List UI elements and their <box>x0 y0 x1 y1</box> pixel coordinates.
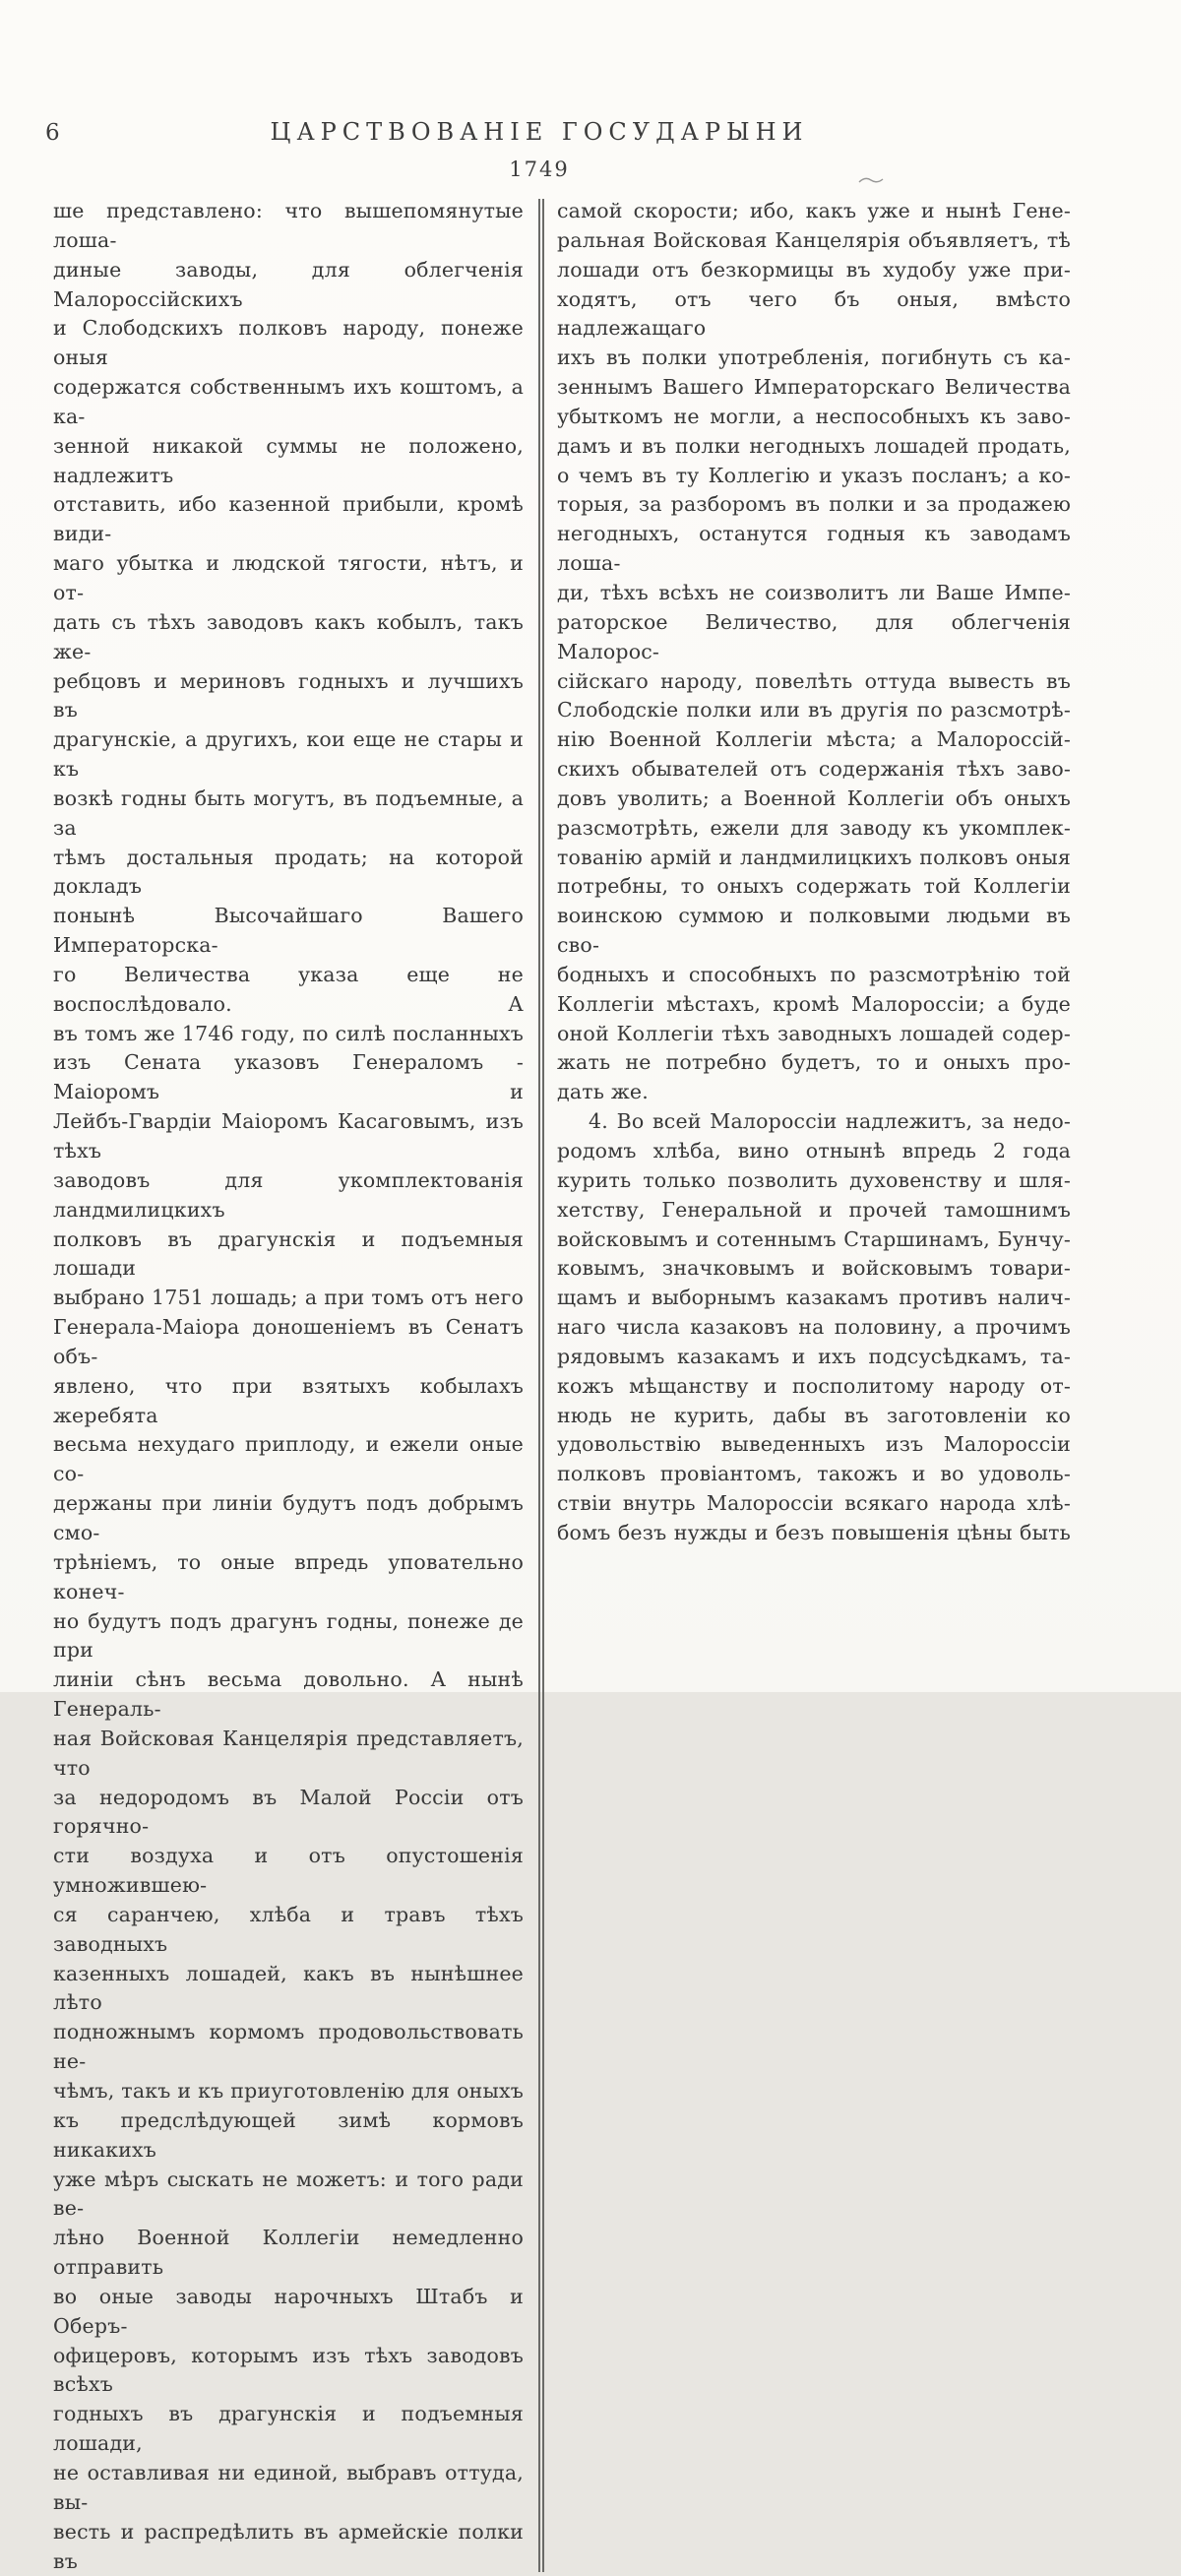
text-line: Слободскіе полки или въ другія по разсмотрѣ- <box>557 698 1071 723</box>
text-line: но будутъ подъ драгунъ годны, понеже де при <box>53 1608 524 1663</box>
text-line: явлено, что при взятыхъ кобылахъ жеребята <box>53 1373 524 1427</box>
text-line: разсмотрѣть, ежели для заводу къ укомплек- <box>557 815 1071 840</box>
text-line: линіи сѣнъ весьма довольно. А нынѣ Генераль- <box>53 1667 524 1722</box>
text-line: скихъ обывателей отъ содержанія тѣхъ заво- <box>557 757 1071 782</box>
text-line: ковымъ, значковымъ и войсковымъ товари- <box>557 1256 1071 1281</box>
text-line: о чемъ въ ту Коллегію и указъ посланъ; а ко- <box>557 463 1071 487</box>
text-line: ребцовъ и мериновъ годныхъ и лучшихъ въ <box>53 668 524 723</box>
text-line: Лейбъ-Гвардіи Маіоромъ Касаговымъ, изъ тѣхъ <box>53 1109 524 1162</box>
text-line: дать съ тѣхъ заводовъ какъ кобылъ, такъ же- <box>53 609 524 663</box>
text-line: дать же. <box>557 1080 649 1104</box>
text-line: жать не потребно будетъ, то и оныхъ про- <box>557 1050 1071 1075</box>
text-line: самой скорости; ибо, какъ уже и нынѣ Гене- <box>557 199 1071 222</box>
text-line: не оставливая ни единой, выбравъ оттуда, вы- <box>53 2460 524 2514</box>
year-heading: 1749 <box>509 157 570 181</box>
text-line: потребны, то оныхъ содержать той Коллегіи <box>557 874 1071 899</box>
text-line: полковъ въ драгунскія и подъемныя лошади <box>53 1226 524 1281</box>
text-line: понынѣ Высочайшаго Вашего Императорска- <box>53 904 524 958</box>
text-line: нію Военной Коллегіи мѣста; а Малороссій- <box>557 727 1071 752</box>
text-line: ная Войсковая Канцелярія представляетъ, что <box>53 1726 524 1780</box>
text-line: рядовымъ казакамъ и ихъ подсусѣдкамъ, та- <box>557 1344 1071 1368</box>
text-line: офицеровъ, которымъ изъ тѣхъ заводовъ всѣхъ <box>53 2343 524 2397</box>
text-line: заводовъ для укомплектованія ландмилицкихъ <box>53 1167 524 1222</box>
text-line: лошади отъ безкормицы въ худобу уже при- <box>557 257 1071 282</box>
left-column <box>53 197 524 2576</box>
text-line: Генерала-Маіора доношеніемъ въ Сенатъ объ- <box>53 1315 524 1368</box>
text-line: лѣно Военной Коллегіи немедленно отправить <box>53 2226 524 2280</box>
text-line: въ томъ же 1746 году, по силѣ посланныхъ <box>53 1021 524 1045</box>
paragraph <box>53 197 524 2576</box>
text-line: уже мѣръ сыскать не можетъ: и того ради ве- <box>53 2167 524 2221</box>
text-line: войсковымъ и сотеннымъ Старшинамъ, Бунчу- <box>557 1226 1071 1251</box>
text-line: Коллегіи мѣстахъ, кромѣ Малороссіи; а буде <box>557 991 1071 1016</box>
running-head: ЦАРСТВОВАНІЕ ГОСУДАРЫНИ <box>270 118 809 146</box>
text-line: трѣніемъ, то оные впредь уповательно конеч- <box>53 1549 524 1603</box>
text-columns <box>53 197 1071 2576</box>
text-line: кожъ мѣщанству и посполитому народу от- <box>557 1373 1071 1398</box>
text-line: отставить, ибо казенной прибыли, кромѣ види- <box>53 492 524 546</box>
right-column <box>557 197 1071 2576</box>
text-line: сти воздуха и отъ опустошенія умножившею- <box>53 1844 524 1898</box>
text-line: ди, тѣхъ всѣхъ не соизволитъ ли Ваше Импе- <box>557 580 1071 604</box>
text-line: сійскаго народу, повелѣть оттуда вывесть въ <box>557 668 1071 693</box>
text-line: возкѣ годны быть могутъ, въ подъемные, а за <box>53 785 524 840</box>
text-line: удовольствію выведенныхъ изъ Малороссіи <box>557 1432 1071 1457</box>
text-line: убыткомъ не могли, а неспособныхъ къ заво- <box>557 404 1071 428</box>
text-line: ся саранчею, хлѣба и травъ тѣхъ заводныхъ <box>53 1902 524 1956</box>
text-line: дамъ и въ полки негодныхъ лошадей продать, <box>557 433 1071 458</box>
text-line: го Величества указа еще не воспослѣдовало. А <box>53 962 524 1016</box>
text-line: наго числа казаковъ на половину, а прочимъ <box>557 1315 1071 1340</box>
text-line: негодныхъ, останутся годныя къ заводамъ лоша- <box>557 522 1071 576</box>
text-line: содержатся собственнымъ ихъ коштомъ, а ка- <box>53 375 524 428</box>
text-line: зеннымъ Вашего Императорскаго Величества <box>557 375 1071 400</box>
page-number: 6 <box>45 120 60 146</box>
text-line: изъ Сената указовъ Генераломъ - Маіоромъ и <box>53 1050 524 1104</box>
text-line: бодныхъ и способныхъ по разсмотрѣнію той <box>557 962 1071 986</box>
text-line: щамъ и выборнымъ казакамъ противъ налич- <box>557 1286 1071 1310</box>
text-line: ральная Войсковая Канцелярія объявляетъ, тѣ <box>557 227 1071 252</box>
text-line: курить только позволить духовенству и шля- <box>557 1167 1071 1192</box>
text-line: родомъ хлѣба, вино отнынѣ впредь 2 года <box>557 1139 1071 1162</box>
text-line: ихъ въ полки употребленія, погибнуть съ ка- <box>557 346 1071 370</box>
text-line: къ предслѣдующей зимѣ кормовъ никакихъ <box>53 2107 524 2162</box>
text-line: выбрано 1751 лошадь; а при томъ отъ него <box>53 1286 524 1310</box>
text-line: раторское Величество, для облегченія Малорос- <box>557 609 1071 663</box>
ink-smudge-artifact <box>858 175 884 185</box>
text-line: чѣмъ, такъ и къ приуготовленію для оныхъ <box>53 2079 524 2103</box>
text-line: весть и распредѣлить въ армейскіе полки въ <box>53 2519 524 2573</box>
text-line: ше представлено: что вышепомянутые лоша- <box>53 199 524 252</box>
text-line: ствіи внутрь Малороссіи всякаго народа хлѣ- <box>557 1491 1071 1516</box>
text-line: маго убытка и людской тягости, нѣтъ, и от- <box>53 551 524 604</box>
text-line: довъ уволить; а Военной Коллегіи объ оныхъ <box>557 785 1071 810</box>
text-line: воинскою суммою и полковыми людьми въ сво- <box>557 904 1071 958</box>
text-line: зенной никакой суммы не положено, надлежитъ <box>53 433 524 487</box>
text-line: 4. Во всей Малороссіи надлежитъ, за недо- <box>589 1109 1071 1134</box>
text-line: диные заводы, для облегченія Малороссійскихъ <box>53 257 524 311</box>
text-line: весьма нехудаго приплоду, и ежели оные со- <box>53 1432 524 1486</box>
text-line: полковъ провіантомъ, такожъ и во удоволь- <box>557 1462 1071 1486</box>
text-line: держаны при линіи будутъ подъ добрымъ смо- <box>53 1491 524 1544</box>
text-line: оной Коллегіи тѣхъ заводныхъ лошадей содер- <box>557 1021 1071 1045</box>
text-line: подножнымъ кормомъ продовольствовать не- <box>53 2020 524 2074</box>
column-divider-rule <box>538 199 544 2572</box>
text-line: драгунскіе, а другихъ, кои еще не стары и къ <box>53 727 524 782</box>
paragraph <box>557 197 1071 1107</box>
text-line: и Слободскихъ полковъ народу, понеже оныя <box>53 316 524 370</box>
text-line: нюдь не курить, дабы въ заготовленіи ко <box>557 1403 1071 1427</box>
paragraph <box>557 1107 1071 1548</box>
text-line: торыя, за разборомъ въ полки и за продажею <box>557 492 1071 517</box>
text-line: хетству, Генеральной и прочей тамошнимъ <box>557 1197 1071 1222</box>
text-line: ходятъ, отъ чего бъ оныя, вмѣсто надлежащаго <box>557 286 1071 341</box>
text-line: казенныхъ лошадей, какъ въ нынѣшнее лѣто <box>53 1961 524 2015</box>
text-line: за недородомъ въ Малой Россіи отъ горячно- <box>53 1785 524 1839</box>
text-line: годныхъ въ драгунскія и подъемныя лошади, <box>53 2402 524 2456</box>
text-line: во оные заводы нарочныхъ Штабъ и Оберъ- <box>53 2284 524 2338</box>
text-line: тѣмъ достальныя продать; на которой докладъ <box>53 845 524 899</box>
text-line: бомъ безъ нужды и безъ повышенія цѣны быть <box>557 1520 1071 1544</box>
text-line: тованію армій и ландмилицкихъ полковъ оныя <box>557 845 1071 869</box>
